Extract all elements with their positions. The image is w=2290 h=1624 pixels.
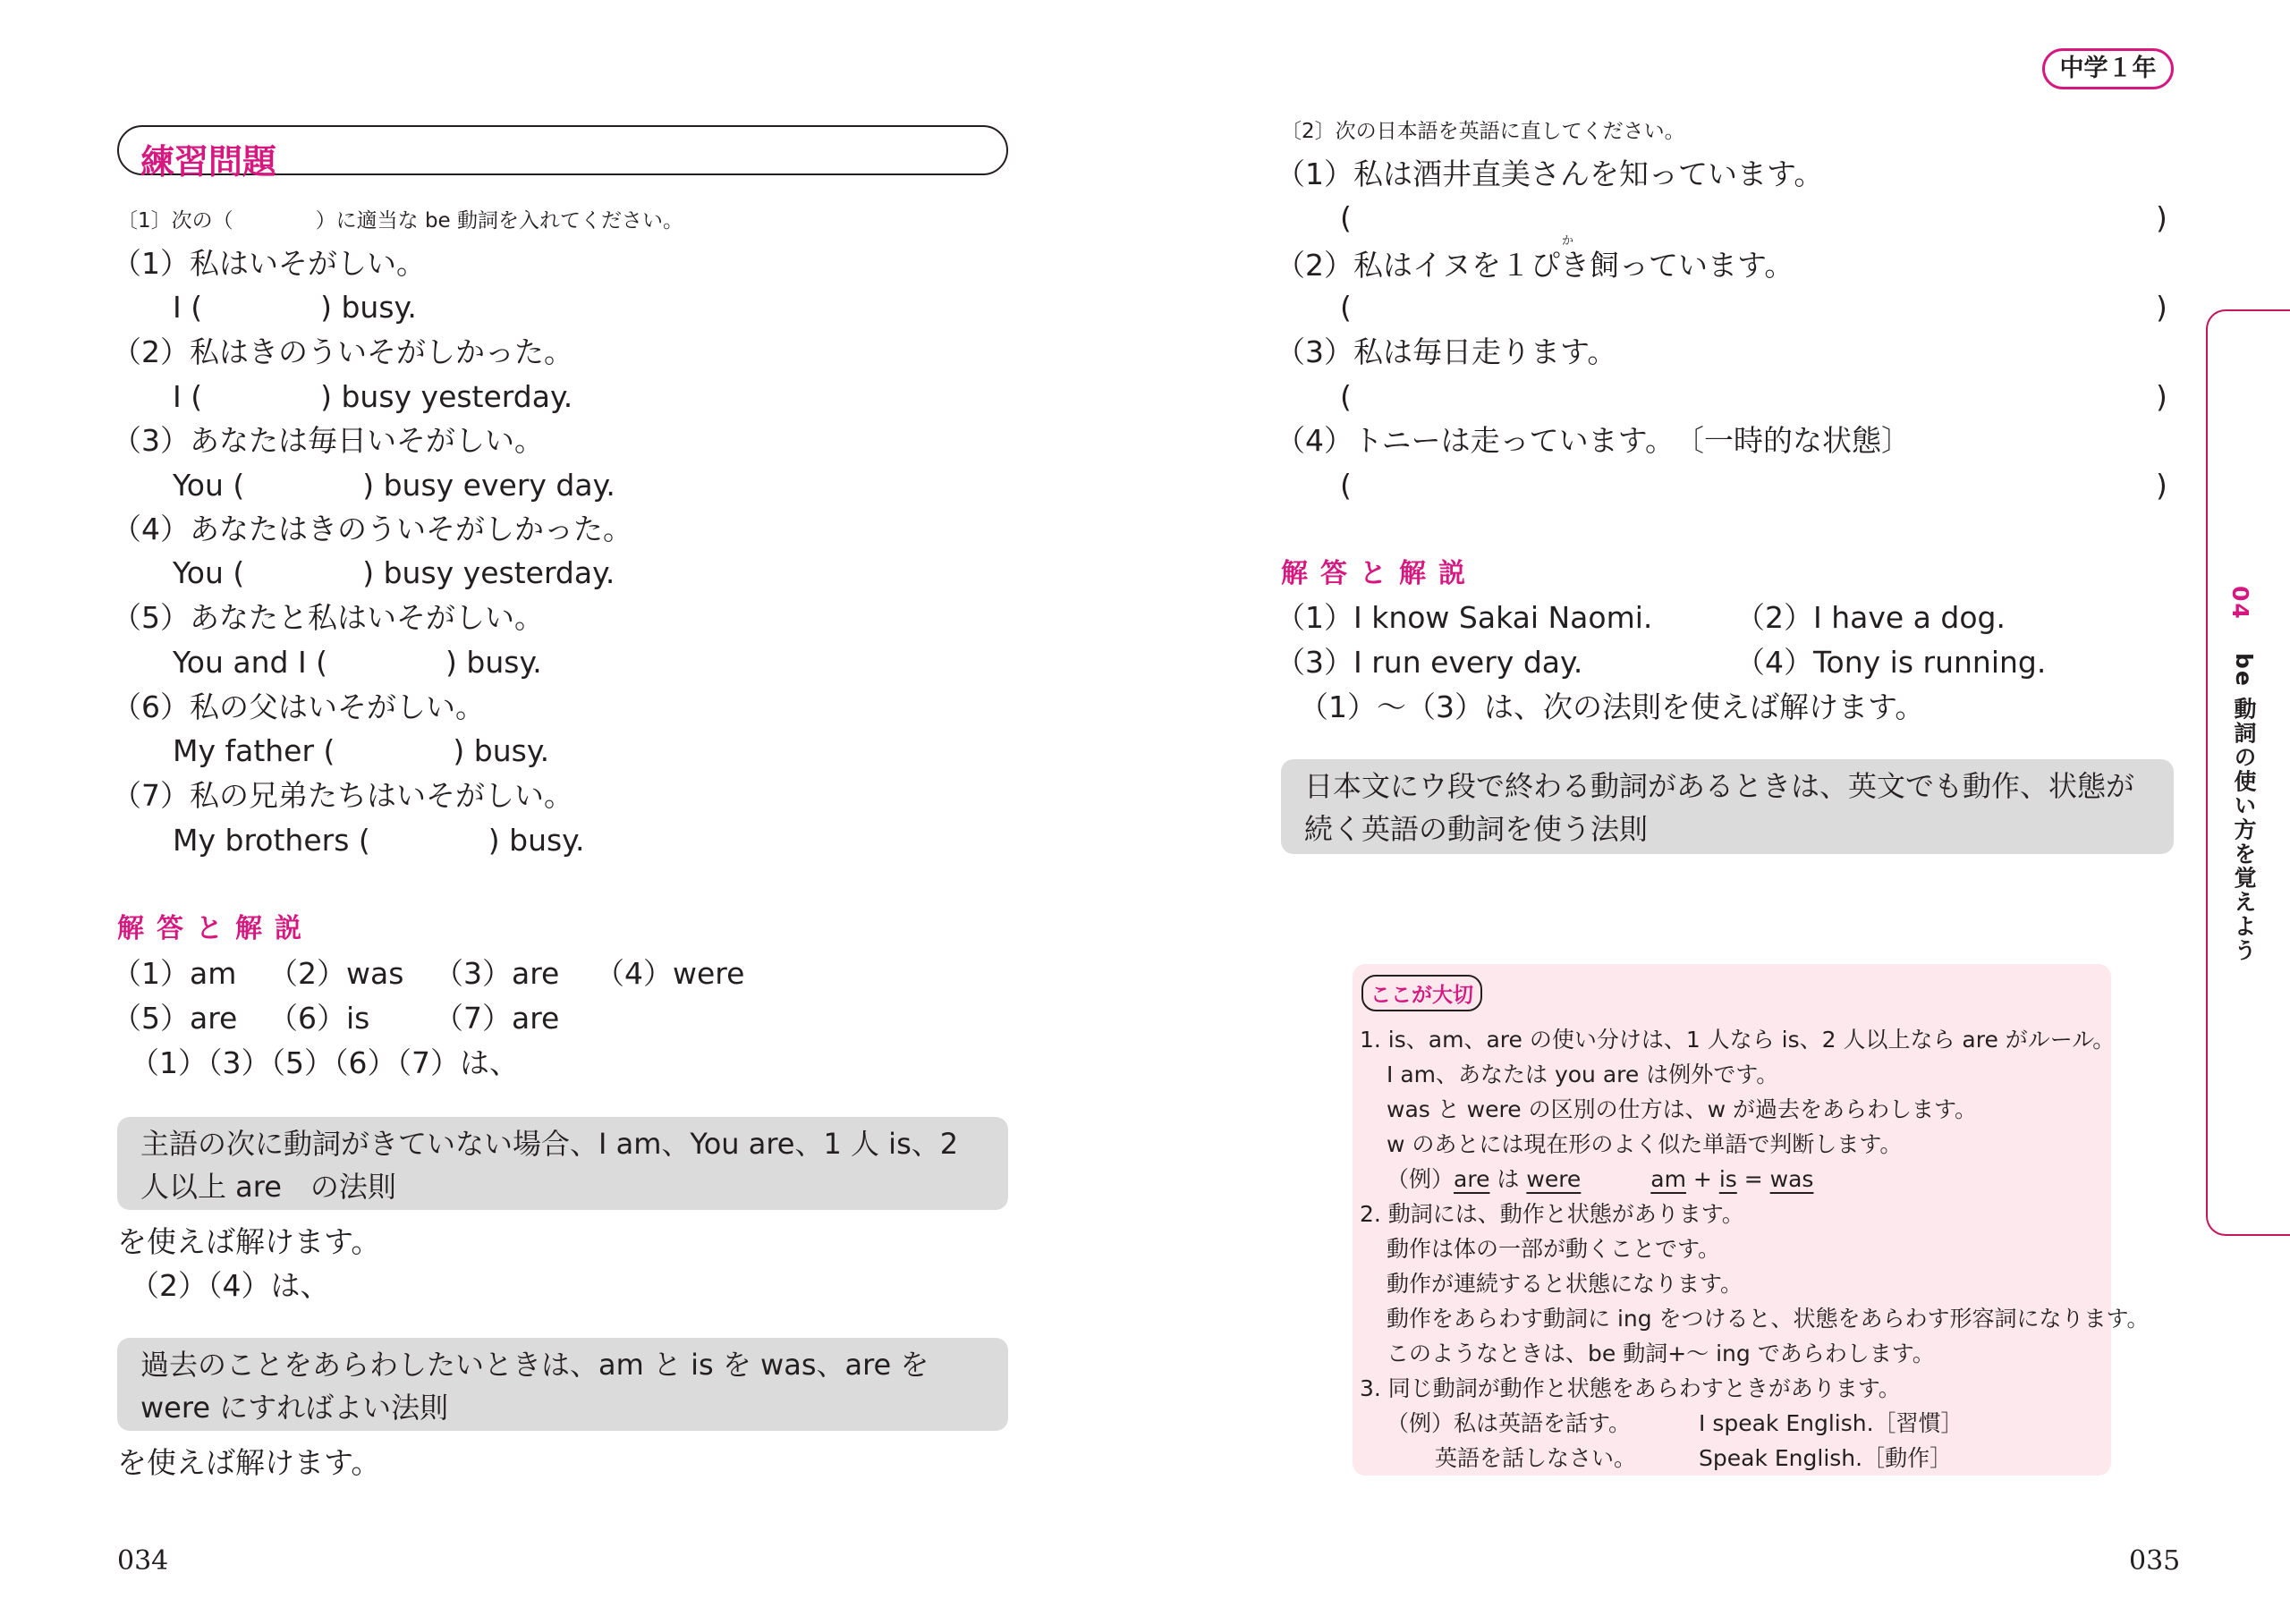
key-point-tag: ここが大切 [1361,975,1482,1011]
example-jp: 英語を話しなさい。 [1435,1445,1637,1471]
question-en: My father ( ) busy. [173,733,550,768]
paren-open: ( [1340,290,1352,325]
question-jp: （4）あなたはきのういそがしかった。 [112,512,632,546]
example-jp: （例）私は英語を話す。 [1387,1410,1632,1436]
grade-badge: 中学１年 [2042,48,2174,89]
paren-open: ( [1340,468,1352,503]
chapter-title: be 動詞の使い方を覚えよう [2231,653,2257,963]
answer: （4）were [595,956,745,991]
note: （1）～（3）は、次の法則を使えば解けます。 [1299,689,1925,724]
example-word: is [1718,1166,1737,1192]
note: （1）（3）（5）（6）（7）は、 [130,1045,519,1080]
example-word: は [1497,1166,1520,1192]
example-en: I speak English.［習慣］ [1699,1410,1963,1436]
paren-close: ) [2156,290,2167,325]
answer: （2）was [268,956,404,991]
page-number: 034 [117,1545,169,1577]
answer: （4）Tony is running. [1735,645,2047,680]
example-word: were [1526,1166,1582,1192]
question-jp: （2）私はきのういそがしかった。 [112,334,573,369]
point-line: 動作が連続すると状態になります。 [1387,1271,1743,1297]
example-line [1387,1168,1813,1190]
answer: （1）I know Sakai Naomi. [1276,600,1653,635]
question-en: I ( ) busy. [173,290,417,325]
example-word: am [1650,1166,1686,1192]
instruction-2: 〔2〕次の日本語を英語に直してください。 [1281,120,1685,143]
question-jp: （4）トニーは走っています。 〔一時的な状態〕 [1276,423,1912,458]
point-line: 1. is、am、are の使い分けは、1 人なら is、2 人以上なら are がルール。 [1360,1027,2116,1053]
answer: （2）I have a dog. [1735,600,2006,635]
question-jp: （3）私は毎日走ります。 [1276,334,1617,369]
question-en: You and I ( ) busy. [173,645,542,680]
answer: （6）is [268,1001,370,1036]
point-line: このようなときは、be 動詞+～ ing であらわします。 [1387,1341,1935,1366]
question-en: I ( ) busy yesterday. [173,379,573,414]
key-point-box [1353,964,2150,1476]
point-line: 3. 同じ動詞が動作と状態をあらわすときがあります。 [1360,1375,1901,1401]
point-line: 動作をあらわす動詞に ing をつけると、状態をあらわす形容詞になります。 [1387,1306,2150,1332]
note: を使えば解けます。 [117,1445,381,1480]
point-line: 2. 動詞には、動作と状態があります。 [1360,1201,1744,1227]
paren-open: ( [1340,200,1352,235]
example-word: was [1769,1166,1814,1192]
instruction-1: 〔1〕次の（ ）に適当な be 動詞を入れてください。 [117,209,684,233]
rule-box: 過去のことをあらわしたいときは、am と is を was、are を were にすればよい法則 [117,1338,1008,1431]
question-jp: （3）あなたは毎日いそがしい。 [112,423,544,458]
paren-close: ) [2156,200,2167,235]
point-line: w のあとには現在形のよく似た単語で判断します。 [1387,1131,1903,1157]
rule-box: 日本文にウ段で終わる動詞があるときは、英文でも動作、状態が続く英語の動詞を使う法則 [1281,759,2174,854]
chapter-number: 04 [2227,586,2253,621]
point-line: 動作は体の一部が動くことです。 [1387,1236,1721,1262]
answer-heading: 解答と解説 [117,913,314,944]
section-title-box [117,125,1008,182]
rule-box: 主語の次に動詞がきていない場合、I am、You are、1 人 is、2 人以上 are の法則 [117,1117,1008,1210]
ruby: か [1562,234,1574,248]
paren-close: ) [2156,468,2167,503]
point-line: I am、あなたは you are は例外です。 [1387,1062,1779,1087]
example-en: Speak English.［動作］ [1699,1445,1953,1471]
question-jp: （2）私はイヌを１ぴき飼っています。 [1276,248,1794,283]
question-jp: （1）私は酒井直美さんを知っています。 [1276,156,1824,191]
example-label: （例） [1387,1166,1455,1192]
question-jp: （6）私の父はいそがしい。 [112,689,485,724]
note: （2）（4）は、 [130,1268,330,1303]
example-word: + [1692,1166,1712,1192]
page-number: 035 [2129,1545,2181,1577]
note: を使えば解けます。 [117,1224,381,1259]
section-title: 練習問題 [140,142,277,182]
question-en: My brothers ( ) busy. [173,823,585,858]
answer: （3）are [434,956,560,991]
answer-heading: 解答と解説 [1281,558,1478,589]
point-line: was と were の区別の仕方は、w が過去をあらわします。 [1387,1096,1977,1122]
paren-close: ) [2156,379,2167,414]
question-jp: （1）私はいそがしい。 [112,246,426,281]
question-jp: （7）私の兄弟たちはいそがしい。 [112,778,573,813]
question-en: You ( ) busy every day. [173,468,615,503]
answer: （7）are [434,1001,560,1036]
example-word: = [1743,1166,1763,1192]
question-jp: （5）あなたと私はいそがしい。 [112,600,544,635]
example-word: are [1454,1166,1490,1192]
answer: （1）am [112,956,237,991]
answer: （3）I run every day. [1276,645,1583,680]
question-en: You ( ) busy yesterday. [173,555,615,590]
paren-open: ( [1340,379,1352,414]
answer: （5）are [112,1001,238,1036]
